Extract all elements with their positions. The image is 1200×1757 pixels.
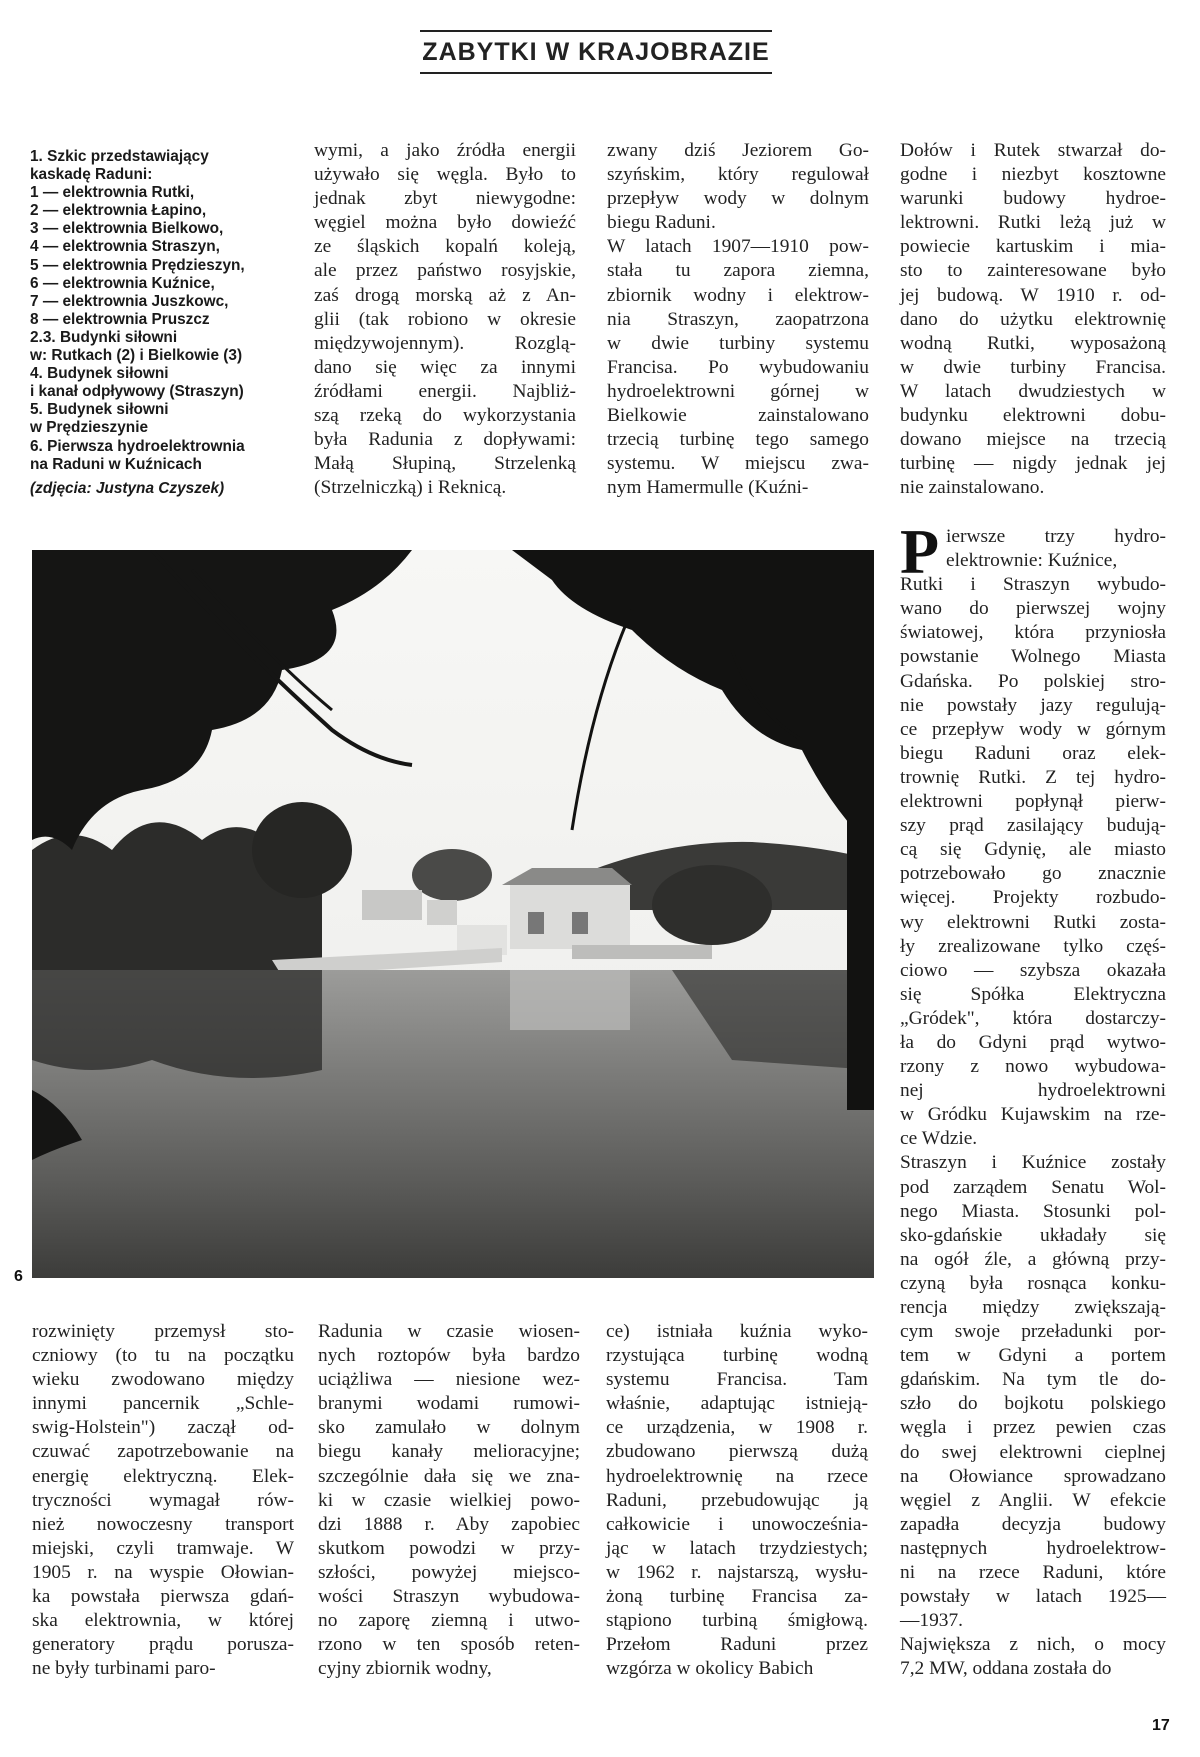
photo-credit: (zdjęcia: Justyna Czyszek) <box>30 479 225 497</box>
text-line: rzony z nowo wybudowa- <box>900 1056 1166 1078</box>
text-line: branymi wodami rumowi- <box>318 1393 580 1415</box>
text-line: zwany dziś Jeziorem Go- <box>607 140 869 161</box>
text-line: godne i niezbyt kosztowne <box>900 164 1166 186</box>
caption-line: 1. Szkic przedstawiający <box>30 148 209 165</box>
text-line: lektrowni. Rutki leżą już w <box>900 212 1166 234</box>
text-line: rozwinięty przemysł sto- <box>32 1321 294 1342</box>
text-line: węgiel można było dowieźć <box>314 212 576 234</box>
caption-line: 1 — elektrownia Rutki, <box>30 184 195 202</box>
text-line: rencja między zwiększają- <box>900 1297 1166 1318</box>
text-line: systemu. W miejscu zwa- <box>607 453 869 475</box>
caption-line: 4 — elektrownia Straszyn, <box>30 238 220 256</box>
text-line: Bielkowie zainstalowano <box>607 405 869 427</box>
text-line: ze śląskich kopalń koleją, <box>314 236 576 258</box>
page-number: 17 <box>1152 1717 1170 1734</box>
text-line: cyjny zbiornik wodny, <box>318 1658 492 1680</box>
text-line: generatory prądu porusza- <box>32 1634 294 1656</box>
text-line: sto to zainteresowane było <box>900 260 1166 282</box>
text-line: „Gródek", która dostarczy- <box>900 1007 1166 1029</box>
text-line: Rutki i Straszyn wybudo- <box>900 574 1166 596</box>
text-line: się Spółka Elektryczna <box>900 983 1166 1005</box>
text-line: wano do pierwszej wojny <box>900 598 1166 620</box>
caption-line: 8 — elektrownia Pruszcz <box>30 310 210 328</box>
text-column-right <box>900 516 1166 1682</box>
photo-caption <box>30 148 292 498</box>
text-line: warunki budowy hydroe- <box>900 188 1166 210</box>
text-line: szczególnie dała się we zna- <box>318 1465 580 1487</box>
text-line: światowej, która przyniosła <box>900 622 1166 644</box>
text-line: wymi, a jako źródła energii <box>314 140 576 161</box>
caption-lines <box>30 148 292 474</box>
text-line: tem w Gdyni a portem <box>900 1345 1166 1367</box>
text-line: cą się Gdynię, ale miasto <box>900 839 1166 861</box>
text-line: innymi pancernik „Schle- <box>32 1393 294 1415</box>
text-line: czniowy (to tu na początku <box>32 1345 294 1367</box>
text-line: W latach dwudziestych w <box>900 380 1166 402</box>
text-line: więcej. Projekty rozbudo- <box>900 887 1166 909</box>
text-line: skutkom powodzi w przy- <box>318 1537 580 1559</box>
text-line: pod zarządem Senatu Wol- <box>900 1176 1166 1198</box>
text-line: następnych hydroelektrow- <box>900 1537 1166 1559</box>
photo-number: 6 <box>14 1268 23 1285</box>
caption-line: 4. Budynek siłowni <box>30 365 169 383</box>
text-line: no zaporę ziemną i utwo- <box>318 1610 580 1632</box>
text-line: na Ołowiance sprowadzano <box>900 1465 1166 1487</box>
text-line: zaś drogą morską aż z An- <box>314 284 576 306</box>
text-line: na ogół źle, a główną przy- <box>900 1248 1166 1270</box>
text-line: czuwać zapotrzebowanie na <box>32 1441 294 1463</box>
text-line: Francisa. Po wybudowaniu <box>607 356 869 378</box>
text-column-bottom-3 <box>606 1320 868 1681</box>
text-line: nie zainstalowano. <box>900 477 1045 499</box>
caption-line: kaskadę Raduni: <box>30 166 153 184</box>
text-line: nym Hamermulle (Kuźni- <box>607 477 809 499</box>
text-line: wy elektrowni Rutki zosta- <box>900 911 1166 933</box>
text-line: glii (tak robiono w okresie <box>314 308 576 330</box>
text-line: 1905 r. na wyspie Ołowian- <box>32 1561 294 1583</box>
text-line: w 1962 r. najstarszą, wysłu- <box>606 1561 868 1583</box>
text-line: szłości, powyżej miejsco- <box>318 1561 580 1583</box>
section-title: ZABYTKI W KRAJOBRAZIE <box>422 38 770 66</box>
drop-cap: P <box>900 516 940 587</box>
text-line: zapadła decyzja budowy <box>900 1513 1166 1535</box>
text-line: węgiel z Anglii. W efekcie <box>900 1489 1166 1511</box>
text-column-top-3 <box>607 139 869 500</box>
caption-line: 5 — elektrownia Prędzieszyn, <box>30 256 245 274</box>
text-line: międzywojennym). Rozglą- <box>314 332 576 354</box>
text-line: 7,2 MW, oddana została do <box>900 1658 1112 1680</box>
caption-line: w Prędzieszynie <box>30 419 149 437</box>
text-line: Największa z nich, o mocy <box>900 1634 1166 1656</box>
text-line: potrzebowało go znacznie <box>900 863 1166 885</box>
text-line: tryczności wymagał rów- <box>32 1489 294 1511</box>
caption-line: 2.3. Budynki siłowni <box>30 328 178 346</box>
text-line: ciowo — szybsza okazała <box>900 959 1166 981</box>
text-line: stąpiono turbiną śmigłową. <box>606 1610 868 1632</box>
text-line: czyną była rosnąca konku- <box>900 1272 1166 1294</box>
text-line: źródłami energii. Najbliż- <box>314 380 576 402</box>
text-line: gdańskim. Na tym tle do- <box>900 1369 1166 1391</box>
text-line: ce) istniała kuźnia wyko- <box>606 1321 868 1342</box>
text-line: nego Miasta. Stosunki pol- <box>900 1200 1166 1222</box>
dropcap-lines <box>900 525 1166 573</box>
text-line: biegu Raduni oraz elek- <box>900 742 1166 764</box>
text-line: ni na rzece Raduni, które <box>900 1562 1166 1584</box>
caption-line: w: Rutkach (2) i Bielkowie (3) <box>30 347 243 365</box>
text-line: Radunia w czasie wiosen- <box>318 1321 580 1342</box>
text-line: rzystująca turbinę wodną <box>606 1345 868 1367</box>
text-line: w Gródku Kujawskim na rze- <box>900 1104 1166 1126</box>
text-line: dowano miejsce na trzecią <box>900 429 1166 451</box>
text-line: biegu Raduni. <box>607 212 716 234</box>
text-line: zbudowano pierwszą dużą <box>606 1441 868 1463</box>
text-line: elektrowni popłynął pierw- <box>900 791 1166 813</box>
text-line: ska elektrownia, w której <box>32 1610 294 1632</box>
text-line: hydroelektrownię na rzece <box>606 1465 868 1487</box>
text-line: Dołów i Rutek stwarzał do- <box>900 140 1166 161</box>
text-column-bottom-2 <box>318 1320 580 1681</box>
text-column-top-2 <box>314 139 576 500</box>
text-line: biegu kanały melioracyjne; <box>318 1441 580 1463</box>
text-line: węgla i przez pewien czas <box>900 1417 1166 1439</box>
text-line: do swej elektrowni cieplnej <box>900 1441 1166 1463</box>
text-line: dano się więc za innymi <box>314 356 576 378</box>
text-line: Gdańska. Po polskiej stro- <box>900 670 1166 692</box>
text-line: Raduni, przebudowując ją <box>606 1489 868 1511</box>
text-line: Przełom Raduni przez <box>606 1634 868 1656</box>
caption-line: 2 — elektrownia Łapino, <box>30 202 207 220</box>
header-rule-top <box>420 30 772 32</box>
text-line: szy prąd zasilający budują- <box>900 815 1166 837</box>
text-line: ce Wdzie. <box>900 1128 978 1150</box>
text-line: —1937. <box>900 1610 964 1632</box>
caption-line: 6 — elektrownia Kuźnice, <box>30 274 215 292</box>
text-line: żoną turbinę Francisa za- <box>606 1586 868 1608</box>
text-line: uciążliwa — niesione wez- <box>318 1369 580 1391</box>
text-line: W latach 1907—1910 pow- <box>607 236 869 258</box>
text-line: dzi 1888 r. Aby zapobiec <box>318 1513 580 1535</box>
text-line: ły zrealizowane tylko częś- <box>900 935 1166 957</box>
text-line: nie powstały jazy regulują- <box>900 694 1166 716</box>
text-line: energię elektryczną. Elek- <box>32 1465 294 1487</box>
text-line: trzecią turbinę tego samego <box>607 429 869 451</box>
text-line: nież nowoczesny transport <box>32 1513 294 1535</box>
text-line: ce urządzenia, w 1908 r. <box>606 1417 868 1439</box>
text-line: Małą Słupiną, Strzelenką <box>314 453 576 475</box>
text-line: swig-Holstein") zaczął od- <box>32 1417 294 1439</box>
text-line: jednak zbyt niewygodne: <box>314 188 576 210</box>
text-line: stała tu zapora ziemna, <box>607 260 869 282</box>
text-line: ła do Gdyni prąd wytwo- <box>900 1031 1166 1053</box>
text-line: trownię Rutki. Z tej hydro- <box>900 766 1166 788</box>
text-line: przepływ wody w dolnym <box>607 188 869 210</box>
text-line: szyńskim, który regulował <box>607 164 869 186</box>
text-line: wodną Rutki, wyposażoną <box>900 332 1166 354</box>
text-line: ka powstała pierwsza gdań- <box>32 1586 294 1608</box>
text-line: ce przepływ wody w górnym <box>900 718 1166 740</box>
text-line: wzgórza w okolicy Babich <box>606 1658 814 1680</box>
caption-line: i kanał odpływowy (Straszyn) <box>30 383 244 401</box>
text-line: Straszyn i Kuźnice zostały <box>900 1152 1166 1174</box>
text-line: wieku zwodowano między <box>32 1369 294 1391</box>
text-line: ne były turbinami paro- <box>32 1658 216 1680</box>
text-line: jąc w latach trzydziestych; <box>606 1537 868 1559</box>
text-column-bottom-1 <box>32 1320 294 1681</box>
text-line: powstanie Wolnego Miasta <box>900 646 1166 668</box>
text-line: nej hydroelektrowni <box>900 1080 1166 1102</box>
text-line: sko zamulało w dolnym <box>318 1417 580 1439</box>
text-line: nych roztopów była bardzo <box>318 1345 580 1367</box>
text-line: właśnie, adaptując istnieją- <box>606 1393 868 1415</box>
text-line: jej budową. W 1910 r. od- <box>900 284 1166 306</box>
text-column-top-4 <box>900 139 1166 500</box>
text-line: systemu Francisa. Tam <box>606 1369 868 1391</box>
text-line: hydroelektrowni górnej w <box>607 380 869 402</box>
text-line: używało się węgla. Było to <box>314 164 576 186</box>
right-column-lines <box>900 573 1166 1681</box>
text-line: (Strzelniczką) i Reknicą. <box>314 477 507 499</box>
text-line: wości Straszyn wybudowa- <box>318 1586 580 1608</box>
text-line: budynku elektrowni dobu- <box>900 405 1166 427</box>
text-line: całkowicie i unowocześnia- <box>606 1513 868 1535</box>
text-line: ierwsze trzy hydro- <box>946 526 1166 547</box>
text-line: nia Straszyn, zaopatrzona <box>607 308 869 330</box>
text-line: była Radunia z dopływami: <box>314 429 576 451</box>
text-line: powstały w latach 1925— <box>900 1586 1166 1608</box>
text-line: zbiornik wodny i elektrow- <box>607 284 869 306</box>
text-line: szą rzeką do wykorzystania <box>314 405 576 427</box>
text-line: w dwie turbiny Francisa. <box>900 356 1166 378</box>
text-line: rzono w ten sposób reten- <box>318 1634 580 1656</box>
caption-line: 6. Pierwsza hydroelektrownia <box>30 437 245 455</box>
text-line: cym swoje przeładunki por- <box>900 1321 1166 1343</box>
caption-line: na Raduni w Kuźnicach <box>30 455 202 473</box>
landscape-photo-power-plant <box>32 550 874 1278</box>
header-rule-bottom <box>420 72 772 74</box>
text-line: sko-gdańskie układały się <box>900 1224 1166 1246</box>
text-line: w dwie turbiny systemu <box>607 332 869 354</box>
text-line: miejski, czyli tramwaje. W <box>32 1537 294 1559</box>
text-line: szło do bojkotu polskiego <box>900 1393 1166 1415</box>
text-line: turbinę — nigdy jednak jej <box>900 453 1166 475</box>
caption-line: 5. Budynek siłowni <box>30 401 169 419</box>
caption-line: 3 — elektrownia Bielkowo, <box>30 220 224 238</box>
text-line: powiecie kartuskim i mia- <box>900 236 1166 258</box>
text-line: ale przez państwo rosyjskie, <box>314 260 576 282</box>
text-line: dano do użytku elektrownię <box>900 308 1166 330</box>
text-line: elektrownie: Kuźnice, <box>946 550 1118 572</box>
text-line: ki w czasie wielkiej powo- <box>318 1489 580 1511</box>
caption-line: 7 — elektrownia Juszkowc, <box>30 292 229 310</box>
